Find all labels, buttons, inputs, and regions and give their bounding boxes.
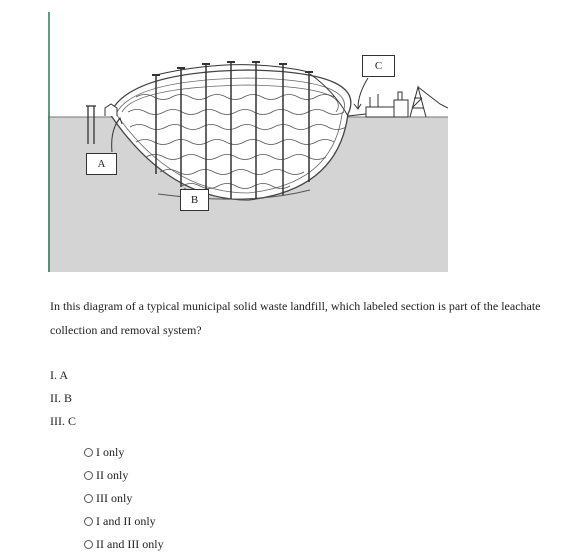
question-text: In this diagram of a typical municipal solid waste landfill, which labeled section is part of the leachate collection and removal system? — [50, 299, 541, 337]
label-b: B — [180, 189, 209, 211]
energy-facility — [366, 92, 408, 117]
choice-ii-only[interactable] — [84, 464, 164, 487]
choice-ii-and-iii-only[interactable] — [84, 533, 164, 556]
statement-3: III. C — [50, 414, 76, 428]
landfill-cross-section — [48, 12, 448, 272]
label-c: C — [362, 55, 395, 77]
radio-button-icon[interactable] — [84, 448, 93, 457]
answer-choices — [84, 441, 164, 556]
choice-i-only[interactable] — [84, 441, 164, 464]
choice-label: II and III only — [96, 537, 164, 551]
choice-label: I only — [96, 445, 125, 459]
transmission-tower — [410, 87, 448, 117]
radio-button-icon[interactable] — [84, 494, 93, 503]
statement-2: II. B — [50, 391, 72, 405]
choice-label: III only — [96, 491, 133, 505]
radio-button-icon[interactable] — [84, 471, 93, 480]
radio-button-icon[interactable] — [84, 517, 93, 526]
choice-label: I and II only — [96, 514, 156, 528]
choice-label: II only — [96, 468, 129, 482]
choice-i-and-ii-only[interactable] — [84, 510, 164, 533]
landfill-diagram — [48, 12, 448, 272]
facility-pipe — [348, 114, 366, 116]
radio-button-icon[interactable] — [84, 540, 93, 549]
choice-iii-only[interactable] — [84, 487, 164, 510]
statement-list — [50, 365, 76, 434]
label-a: A — [86, 153, 117, 175]
statement-1: I. A — [50, 368, 68, 382]
